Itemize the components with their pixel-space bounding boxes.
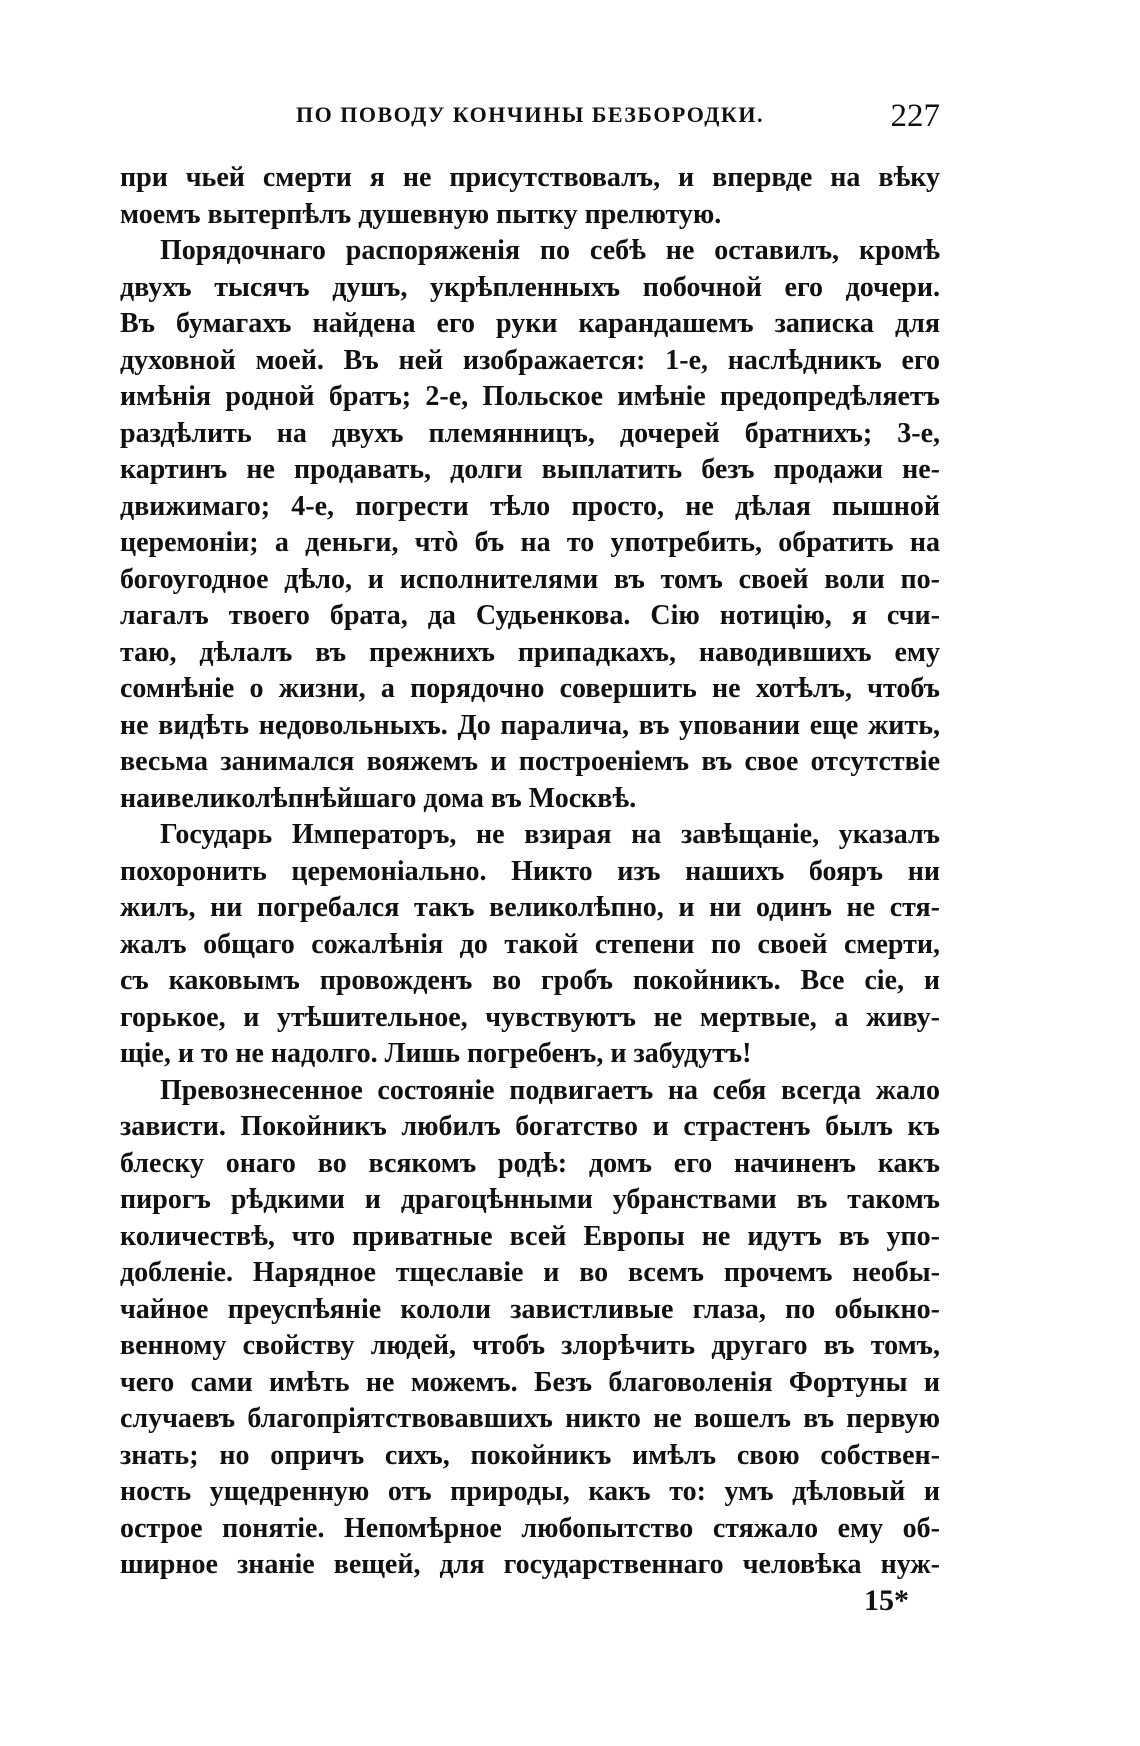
text-line	[120, 1036, 940, 1073]
text-line-content: Государь Императоръ, не взирая на завѣщаніе, указалъ	[160, 819, 940, 850]
text-line	[120, 1365, 940, 1402]
text-line-content: Въ бумагахъ найдена его руки карандашемъ записка для	[120, 308, 940, 339]
signature-mark: 15*	[864, 1584, 909, 1617]
text-line	[120, 1182, 940, 1219]
text-line	[120, 1474, 940, 1511]
text-line	[120, 1073, 940, 1110]
text-line	[120, 1438, 940, 1475]
text-line	[120, 854, 940, 891]
text-line-content: Превознесенное состояніе подвигаетъ на себя всегда жало	[160, 1074, 940, 1106]
text-line-content: таю, дѣлалъ въ прежнихъ припадкахъ, наводившихъ ему	[120, 636, 940, 668]
text-line-content: похоронить церемоніально. Никто изъ нашихъ бояръ ни	[120, 855, 940, 887]
page-header	[120, 98, 940, 138]
text-line	[120, 562, 940, 599]
text-line-content: при чьей смерти я не присутствовалъ, и впервде на вѣку	[120, 162, 940, 193]
text-line-content: наивеликолѣпнѣйшаго дома въ Москвѣ.	[120, 782, 637, 814]
text-line	[120, 343, 940, 380]
text-line	[120, 416, 940, 453]
text-line-content: жалъ общаго сожалѣнія до такой степени по своей смерти,	[120, 928, 940, 960]
text-line-content: моемъ вытерпѣлъ душевную пытку прелютую.	[120, 198, 722, 230]
text-line	[120, 197, 940, 234]
text-line	[120, 1000, 940, 1037]
text-line-content: зависти. Покойникъ любилъ богатство и страстенъ былъ къ	[120, 1111, 940, 1142]
text-line-content: чайное преуспѣяніе кололи завистливые глаза, по обыкно-	[120, 1293, 940, 1325]
text-line-content: жилъ, ни погребался такъ великолѣпно, и ни одинъ не стя-	[120, 892, 940, 923]
text-line	[120, 744, 940, 781]
running-head: ПО ПОВОДУ КОНЧИНЫ БЕЗБОРОДКИ.	[296, 102, 764, 127]
text-line	[120, 927, 940, 964]
text-line	[120, 1146, 940, 1183]
text-line	[120, 1109, 940, 1146]
text-line-content: чего сами имѣть не можемъ. Безъ благоволенія Фортуны и	[120, 1366, 940, 1398]
text-line-content: церемоніи; а деньги, чтò бъ на то употребить, обратить на	[120, 527, 940, 558]
text-line	[120, 890, 940, 927]
text-line	[120, 160, 940, 197]
text-line	[120, 781, 940, 818]
text-line	[120, 1511, 940, 1548]
text-line-content: богоугодное дѣло, и исполнителями въ томъ своей воли по-	[120, 563, 940, 595]
text-line	[120, 489, 940, 526]
text-line-content: Порядочнаго распоряженія по себѣ не оставилъ, кромѣ	[160, 235, 940, 266]
text-line-content: знать; но опричъ сихъ, покойникъ имѣлъ свою собствен-	[120, 1439, 940, 1471]
text-line-content: лагалъ твоего брата, да Судьенкова. Сію нотицію, я счи-	[120, 600, 940, 631]
text-line-content: духовной моей. Въ ней изображается: 1-е, наслѣдникъ его	[120, 344, 940, 376]
text-line	[120, 270, 940, 307]
text-line-content: случаевъ благопріятствовавшихъ никто не вошелъ въ первую	[120, 1403, 940, 1434]
text-line-content: количествѣ, что приватные всей Европы не идутъ въ упо-	[120, 1220, 940, 1252]
page-number: 227	[890, 98, 940, 134]
text-line-content: движимаго; 4-е, погрести тѣло просто, не дѣлая пышной	[120, 490, 940, 522]
text-line	[120, 671, 940, 708]
text-line-content: сомнѣніе о жизни, а порядочно совершить не хотѣлъ, чтобъ	[120, 673, 940, 704]
text-line-content: пирогъ рѣдкими и драгоцѣнными убранствами въ такомъ	[120, 1184, 940, 1215]
text-line	[120, 963, 940, 1000]
text-line-content: острое понятіе. Непомѣрное любопытство стяжало ему об-	[120, 1512, 940, 1544]
text-line	[120, 1328, 940, 1365]
text-line	[120, 635, 940, 672]
text-line	[120, 598, 940, 635]
text-line-content: венному свойству людей, чтобъ злорѣчить другаго въ томъ,	[120, 1330, 940, 1361]
text-line-content: двухъ тысячъ душъ, укрѣпленныхъ побочной его дочери.	[120, 271, 940, 303]
text-line-content: ность ущедренную отъ природы, какъ то: умъ дѣловый и	[120, 1476, 940, 1507]
body-text	[120, 160, 940, 1584]
text-line-content: горькое, и утѣшительное, чувствуютъ не мертвые, а живу-	[120, 1001, 940, 1033]
text-line	[120, 817, 940, 854]
text-line	[120, 306, 940, 343]
text-line	[120, 1219, 940, 1256]
text-line-content: щіе, и то не надолго. Лишь погребенъ, и забудутъ!	[120, 1038, 752, 1069]
text-line	[120, 1547, 940, 1584]
text-line	[120, 379, 940, 416]
text-line-content: картинъ не продавать, долги выплатить безъ продажи не-	[120, 454, 940, 485]
text-line	[120, 525, 940, 562]
text-line-content: раздѣлить на двухъ племянницъ, дочерей братнихъ; 3-е,	[120, 417, 940, 449]
text-line	[120, 1292, 940, 1329]
text-line	[120, 1255, 940, 1292]
text-line-content: съ каковымъ провожденъ во гробъ покойникъ. Все сіе, и	[120, 965, 940, 996]
text-line-content: не видѣть недовольныхъ. До паралича, въ уповании еще жить,	[120, 709, 940, 741]
text-line-content: добленіе. Нарядное тщеславіе и во всемъ прочемъ необы-	[120, 1257, 940, 1288]
text-line	[120, 708, 940, 745]
text-line-content: весьма занимался вояжемъ и построеніемъ въ свое отсутствіе	[120, 746, 940, 777]
text-line-content: ширное знаніе вещей, для государственнаго человѣка нуж-	[120, 1549, 940, 1580]
text-line-content: имѣнія родной братъ; 2-е, Польское имѣніе предопредѣляетъ	[120, 381, 940, 412]
text-line	[120, 452, 940, 489]
text-line	[120, 1401, 940, 1438]
text-line	[120, 233, 940, 270]
text-line-content: блеску онаго во всякомъ родѣ: домъ его начиненъ какъ	[120, 1147, 940, 1179]
